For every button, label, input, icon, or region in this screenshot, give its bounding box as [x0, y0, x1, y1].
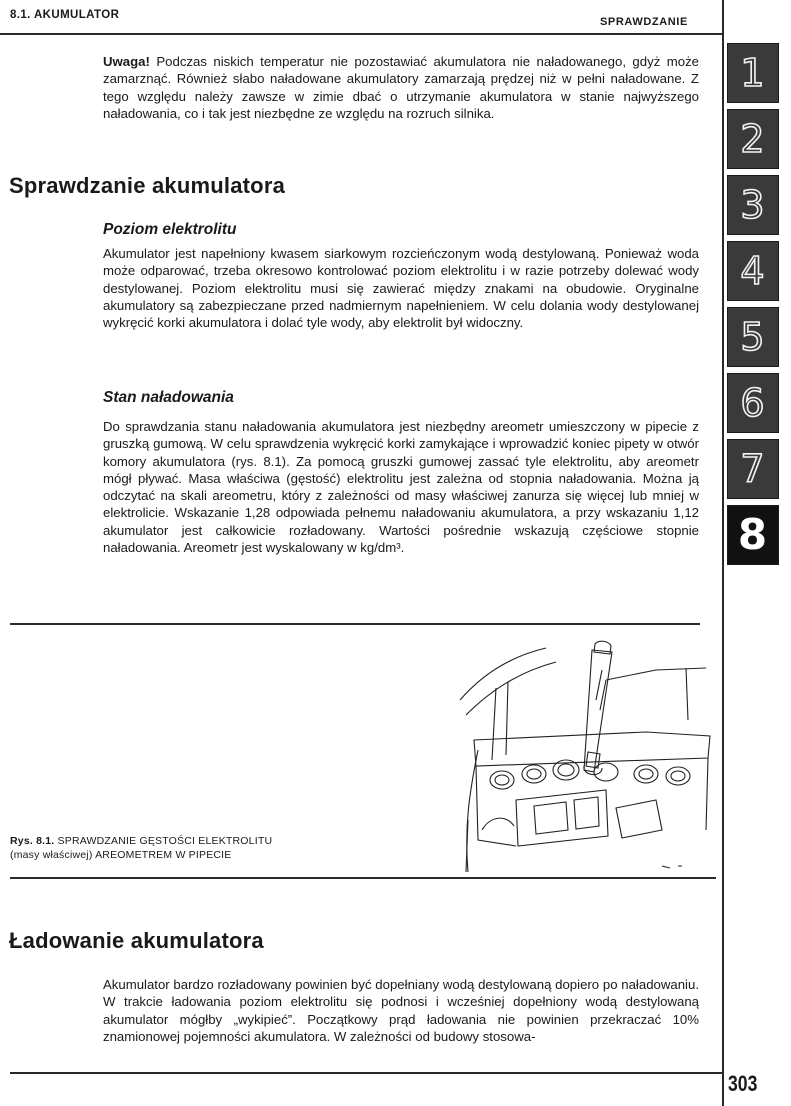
chapter-tab-3[interactable] — [727, 175, 779, 235]
chapter-tab-7[interactable] — [727, 439, 779, 499]
section-header: 8.1. AKUMULATOR — [10, 9, 120, 21]
paragraph-charging: Akumulator bardzo rozładowany powinien być dopełniany wodą destylowaną dopiero po naładowaniu. W trakcie ładowania poziom elektrolitu się podnosi i wcześniej dopełniony wodą destylowaną akumulator mógłby „wykipieć”. Początkowy prąd ładowania nie powinien przekraczać 10% znamionowej pojemności akumulatora. W zależności od budowy stosowa- — [103, 977, 699, 1044]
warning-label: Uwaga! — [103, 54, 150, 69]
chapter-tab-8-active[interactable] — [727, 505, 779, 565]
chapter-tab-5[interactable] — [727, 307, 779, 367]
chapter-tab-label: 6 — [740, 381, 766, 425]
chapter-tab-label: 2 — [740, 117, 766, 161]
chapter-tab-2[interactable] — [727, 109, 779, 169]
topic-header: SPRAWDZANIE — [600, 16, 688, 28]
chapter-tab-label: 4 — [740, 249, 766, 293]
divider — [10, 877, 716, 879]
chapter-tab-1[interactable] — [727, 43, 779, 103]
chapter-tab-6[interactable] — [727, 373, 779, 433]
chapter-tab-4[interactable] — [727, 241, 779, 301]
warning-text: Podczas niskich temperatur nie pozostawiać akumulatora nie naładowanego, gdyż może zamarznąć. Również słabo naładowane akumulatory zamarzają prędzej niż w pełni naładowane. Z tego względu należy zawsze w zimie dbać o utrzymanie akumulatora w stanie najwyższego naładowania, co i tak jest niezbędne ze względu na rozruch silnika. — [103, 54, 699, 121]
warning-note — [103, 53, 699, 122]
figure-label: Rys. 8.1. — [10, 835, 55, 847]
page-number: 303 — [728, 1071, 758, 1096]
footer-rule — [10, 1072, 724, 1074]
header-rule — [0, 33, 724, 35]
section-title-check: Sprawdzanie akumulatora — [9, 173, 286, 198]
subheading-charge-state: Stan naładowania — [103, 389, 234, 406]
figure-caption — [10, 834, 272, 862]
divider — [10, 623, 700, 625]
paragraph-electrolyte-level: Akumulator jest napełniony kwasem siarkowym rozcieńczonym wodą destylowaną. Ponieważ woda może odparować, trzeba okresowo kontrolować poziom elektrolitu i w razie potrzeby dolewać wody destylowanej. Poziom elektrolitu musi się zawierać między znakami na obudowie. Oryginalne akumulatory są zabezpieczane przed nadmiernym napełnieniem. W celu dolania wody destylowanej wykręcić korki akumulatora i dolać tyle wody, aby elektrolit był widoczny. — [103, 246, 699, 331]
chapter-tab-label: 5 — [740, 315, 766, 359]
chapter-tab-label: 3 — [740, 183, 766, 227]
subheading-electrolyte-level: Poziom elektrolitu — [103, 221, 237, 238]
chapter-tab-label: 7 — [740, 447, 766, 491]
section-title-charging: Ładowanie akumulatora — [9, 928, 264, 953]
margin-rule — [722, 0, 724, 1106]
chapter-tab-label: 8 — [737, 510, 769, 559]
paragraph-charge-state: Do sprawdzania stanu naładowania akumulatora jest niezbędny areometr umieszczony w pipecie z gruszką gumową. W celu sprawdzenia wykręcić korki zamykające i wprowadzić koniec pipety w otwór komory akumulatora (rys. 8.1). Za pomocą gruszki gumowej zassać tyle elektrolitu, aby areometr mógł pływać. Masa właściwa (gęstość) elektrolitu jest zależna od stopnia naładowania. Można ją odczytać na skali areometru, który z zależności od masy właściwej zanurza się więcej lub mniej w elektrolicie. Wskazanie 1,28 odpowiada pełnemu naładowaniu akumulatora, a przy wskazaniu 1,12 akumulator jest całkowicie rozładowany. Wartości pośrednie wskazują częściowe stopnie naładowania. Areometr jest wyskalowany w kg/dm³. — [103, 419, 699, 556]
hydrometer-illustration — [456, 640, 718, 872]
caption-line-1 — [10, 834, 272, 848]
caption-line-2: (masy właściwej) AREOMETREM W PIPECIE — [10, 849, 232, 861]
chapter-tabs — [727, 43, 779, 571]
chapter-tab-label: 1 — [740, 51, 766, 95]
caption-text-1: SPRAWDZANIE GĘSTOŚCI ELEKTROLITU — [54, 835, 273, 847]
